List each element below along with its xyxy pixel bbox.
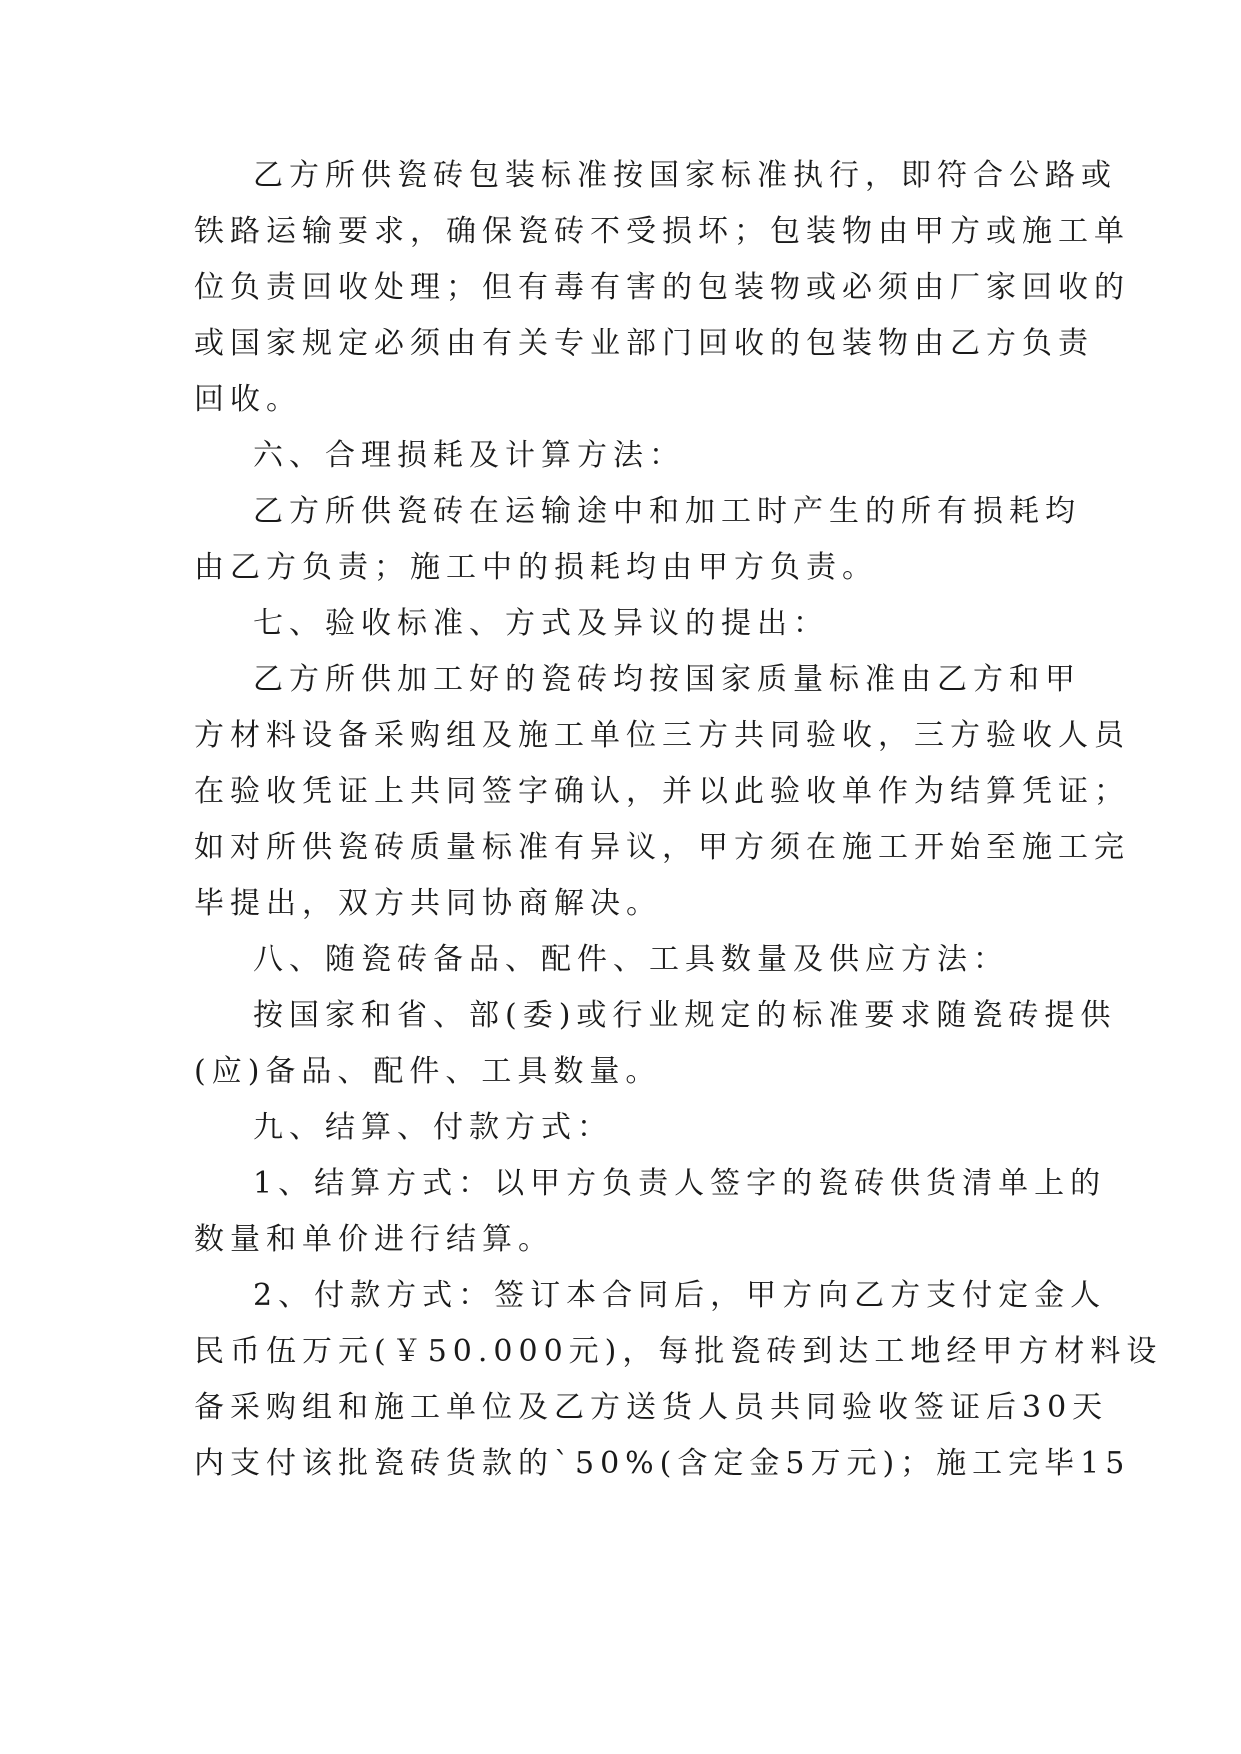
paragraph-line: 铁路运输要求，确保瓷砖不受损坏；包装物由甲方或施工单 [194,214,1130,249]
paragraph-line: 备采购组和施工单位及乙方送货人员共同验收签证后30天 [194,1390,1109,1425]
section-heading: 七、验收标准、方式及异议的提出： [253,606,829,641]
paragraph-line: 1、结算方式：以甲方负责人签字的瓷砖供货清单上的 [253,1166,1107,1201]
paragraph-line: 由乙方负责；施工中的损耗均由甲方负责。 [194,550,878,585]
paragraph-line: 乙方所供瓷砖包装标准按国家标准执行，即符合公路或 [253,158,1117,193]
paragraph-line: 内支付该批瓷砖货款的`50%(含定金5万元)；施工完毕15 [194,1446,1131,1481]
paragraph-line: 乙方所供加工好的瓷砖均按国家质量标准由乙方和甲 [253,662,1081,697]
section-heading: 六、合理损耗及计算方法： [253,438,685,473]
paragraph-line: 在验收凭证上共同签字确认，并以此验收单作为结算凭证； [194,774,1130,809]
paragraph-line: 方材料设备采购组及施工单位三方共同验收，三方验收人员 [194,718,1130,753]
paragraph-line: (应)备品、配件、工具数量。 [194,1054,662,1089]
paragraph-line: 乙方所供瓷砖在运输途中和加工时产生的所有损耗均 [253,494,1081,529]
paragraph-line: 按国家和省、部(委)或行业规定的标准要求随瓷砖提供 [253,998,1117,1033]
paragraph-line: 位负责回收处理；但有毒有害的包装物或必须由厂家回收的 [194,270,1130,305]
section-heading: 九、结算、付款方式： [253,1110,613,1145]
paragraph-line: 或国家规定必须由有关专业部门回收的包装物由乙方负责 [194,326,1094,361]
paragraph-line: 2、付款方式：签订本合同后，甲方向乙方支付定金人 [253,1278,1107,1313]
paragraph-line: 如对所供瓷砖质量标准有异议，甲方须在施工开始至施工完 [194,830,1130,865]
paragraph-line: 毕提出，双方共同协商解决。 [194,886,662,921]
paragraph-line: 民币伍万元(￥50.000元)，每批瓷砖到达工地经甲方材料设 [194,1334,1163,1369]
section-heading: 八、随瓷砖备品、配件、工具数量及供应方法： [253,942,1009,977]
paragraph-line: 回收。 [194,382,302,417]
paragraph-line: 数量和单价进行结算。 [194,1222,554,1257]
